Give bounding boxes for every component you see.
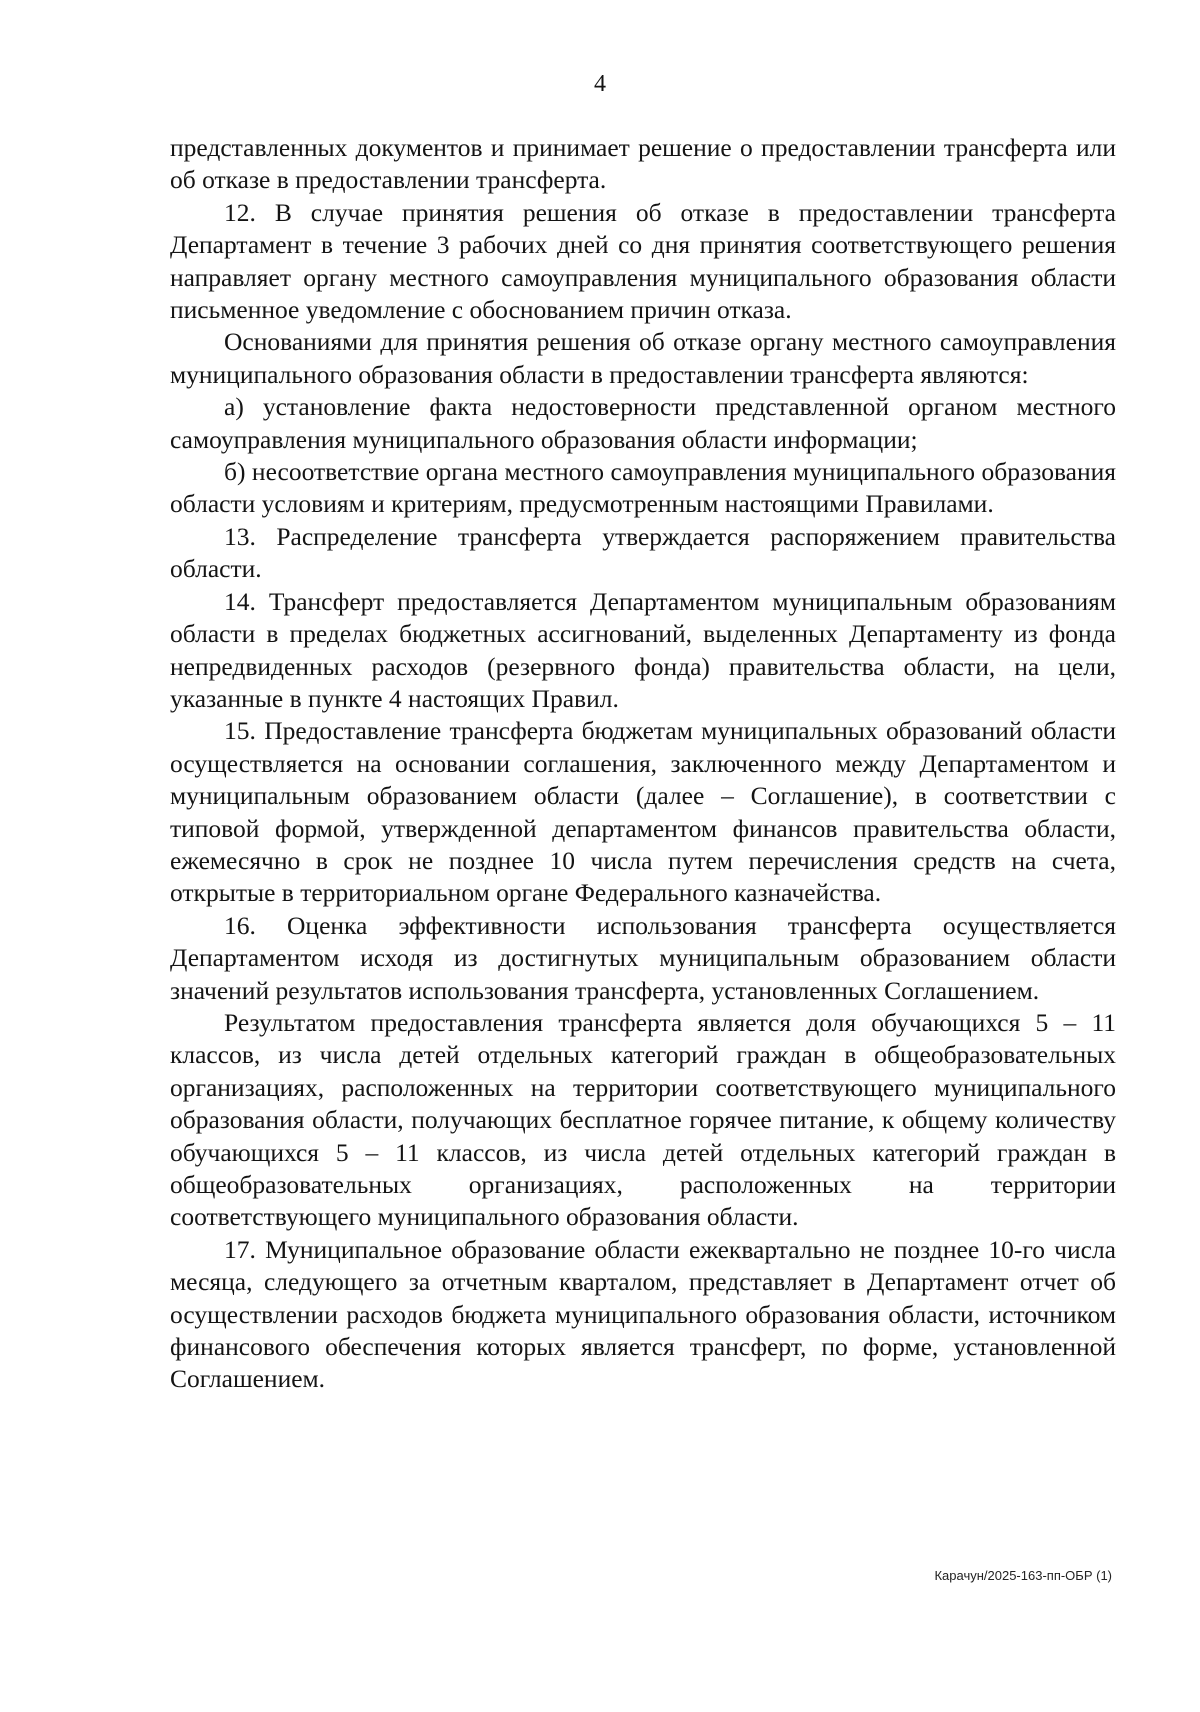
paragraph-ground-a: а) установление факта недостоверности представленной органом местного самоуправления муниципального образования области информации; — [170, 392, 1116, 454]
paragraph-clause-14: 14. Трансферт предоставляется Департаментом муниципальным образованиям области в пределах бюджетных ассигнований, выделенных Департаменту из фонда непредвиденных расходов (резервного фонда) правительства области, на цели, указанные в пункте 4 настоящих Правил. — [170, 586, 1116, 713]
paragraph-refusal-grounds: Основаниями для принятия решения об отказе органу местного самоуправления муниципального образования области в предоставлении трансферта являются: — [170, 327, 1116, 389]
document-code: Карачун/2025-163-пп-ОБР (1) — [934, 1568, 1112, 1583]
paragraph-result-indicator: Результатом предоставления трансферта является доля обучающихся 5 – 11 классов, из числа детей отдельных категорий граждан в общеобразовательных организациях, расположенных на территории соответствующего муниципального образования области, получающих бесплатное горячее питание, к общему количеству обучающихся 5 – 11 классов, из числа детей отдельных категорий граждан в общеобразовательных организациях, расположенных на территории соответствующего муниципального образования области. — [170, 1007, 1116, 1232]
paragraph-clause-16: 16. Оценка эффективности использования трансферта осуществляется Департаментом исходя из достигнутых муниципальным образованием области значений результатов использования трансферта, установленных Соглашением. — [170, 910, 1116, 1005]
paragraph-clause-17: 17. Муниципальное образование области ежеквартально не позднее 10-го числа месяца, следующего за отчетным кварталом, представляет в Департамент отчет об осуществлении расходов бюджета муниципального образования области, источником финансового обеспечения которых является трансферт, по форме, установленной Соглашением. — [170, 1234, 1116, 1394]
paragraph-ground-b: б) несоответствие органа местного самоуправления муниципального образования области условиям и критериям, предусмотренным настоящими Правилами. — [170, 457, 1116, 519]
document-body — [170, 132, 1116, 1396]
paragraph-clause-13: 13. Распределение трансферта утверждается распоряжением правительства области. — [170, 521, 1116, 584]
page-number: 4 — [594, 71, 606, 97]
paragraph-continuation: представленных документов и принимает решение о предоставлении трансферта или об отказе в предоставлении трансферта. — [170, 133, 1116, 195]
paragraph-clause-15: 15. Предоставление трансферта бюджетам муниципальных образований области осуществляется на основании соглашения, заключенного между Департаментом и муниципальным образованием области (далее – Соглашение), в соответствии с типовой формой, утвержденной департаментом финансов правительства области, ежемесячно в срок не позднее 10 числа путем перечисления средств на счета, открытые в территориальном органе Федерального казначейства. — [170, 716, 1116, 908]
paragraph-clause-12: 12. В случае принятия решения об отказе в предоставлении трансферта Департамент в течение 3 рабочих дней со дня принятия соответствующего решения направляет органу местного самоуправления муниципального образования области письменное уведомление с обоснованием причин отказа. — [170, 197, 1116, 325]
